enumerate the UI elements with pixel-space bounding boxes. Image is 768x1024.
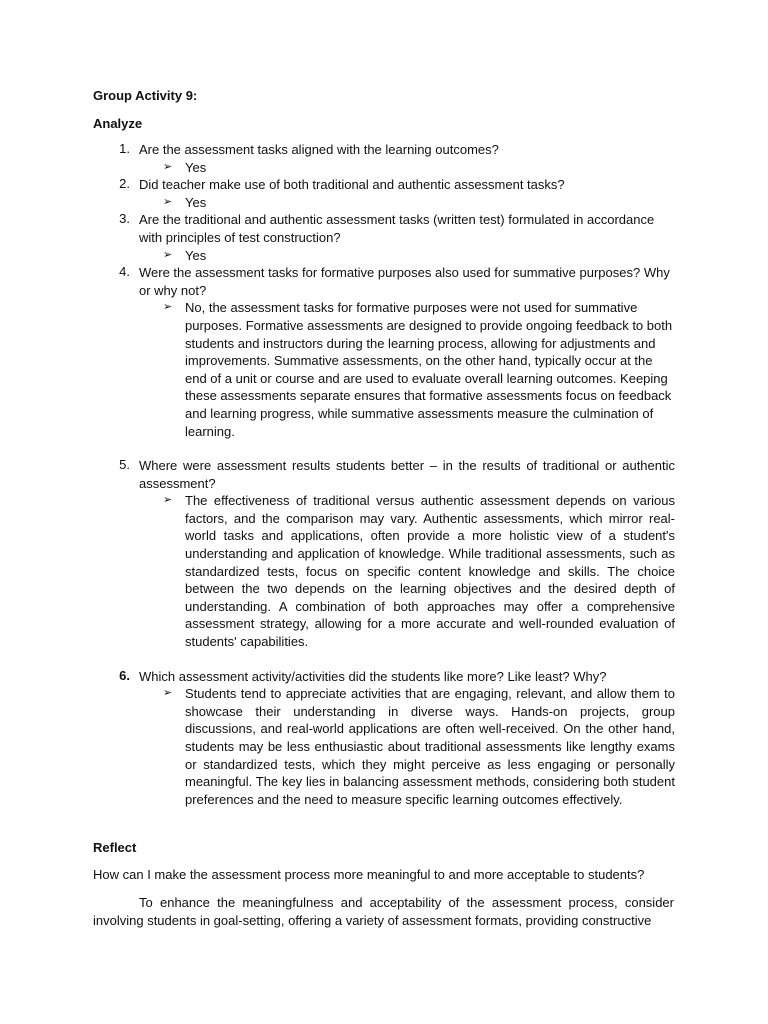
question-list <box>0 141 768 808</box>
arrow-bullet-icon: ➢ <box>163 195 173 208</box>
arrow-bullet-icon: ➢ <box>163 301 173 314</box>
list-item <box>0 457 768 651</box>
answer-text: Yes <box>185 247 207 263</box>
answer-text: No, the assessment tasks for formative purposes were not used for summative purposes. Formative assessments are designed to provide ongoing feedback to both students and instructors during the learning process, allowing for adjustments and improvements. Summative assessments, on the other hand, typically occur at the end of a unit or course and are used to evaluate overall learning outcomes. Keeping these assessments separate ensures that formative assessments focus on feedback and learning progress, while summative assessments measure the culmination of learning. <box>185 300 673 439</box>
answer-text: Yes <box>185 194 207 210</box>
question-text: Which assessment activity/activities did the students like more? Like least? Why? <box>139 668 607 684</box>
question-text: Did teacher make use of both traditional and authentic assessment tasks? <box>139 177 565 193</box>
arrow-bullet-icon: ➢ <box>163 494 173 507</box>
list-item <box>0 264 768 440</box>
list-item <box>0 141 768 176</box>
analyze-heading: Analyze <box>93 116 143 131</box>
item-number: 2. <box>119 176 130 192</box>
question-text: Were the assessment tasks for formative purposes also used for summative purposes? Why or why not? <box>139 265 670 298</box>
arrow-bullet-icon: ➢ <box>163 160 173 173</box>
list-item <box>0 211 768 264</box>
answer-bullet <box>163 685 675 808</box>
answer-text: The effectiveness of traditional versus authentic assessment depends on various factors, and the comparison may vary. Authentic assessments, which mirror real-world tasks and applications, often provide a more holistic view of a student's understanding and application of knowledge. While traditional assessments, such as standardized tests, focus on specific content knowledge and skills. The choice between the two depends on the learning objectives and the desired depth of understanding. A combination of both approaches may offer a comprehensive assessment strategy, allowing for a more accurate and well-rounded evaluation of students' capabilities. <box>185 493 675 650</box>
answer-bullet <box>163 299 675 440</box>
answer-text: Yes <box>185 159 207 175</box>
item-number: 4. <box>119 264 130 280</box>
question-text: Are the assessment tasks aligned with the learning outcomes? <box>139 142 499 157</box>
list-item <box>0 176 768 211</box>
answer-bullet <box>163 247 675 265</box>
question-text: Are the traditional and authentic assessment tasks (written test) formulated in accordance with principles of test construction? <box>139 212 655 245</box>
arrow-bullet-icon: ➢ <box>163 248 173 261</box>
document-title: Group Activity 9: <box>93 88 198 103</box>
reflect-heading: Reflect <box>93 840 137 855</box>
question-text: Where were assessment results students better – in the results of traditional or authentic assessment? <box>139 458 675 491</box>
item-number: 6. <box>119 667 130 683</box>
item-number: 1. <box>119 141 130 156</box>
answer-text: Students tend to appreciate activities that are engaging, relevant, and allow them to showcase their understanding in diverse ways. Hands-on projects, group discussions, and real-world applications are often well-received. On the other hand, students may be less enthusiastic about traditional assessments like lengthy exams or standardized tests, which they might perceive as less engaging or personally meaningful. The key lies in balancing assessment methods, considering both student preferences and the need to measure specific learning outcomes effectively. <box>185 686 675 807</box>
arrow-bullet-icon: ➢ <box>163 687 173 700</box>
item-number: 3. <box>119 211 130 227</box>
list-item <box>0 668 768 809</box>
reflect-question: How can I make the assessment process more meaningful to and more acceptable to students? <box>93 867 645 882</box>
answer-bullet <box>163 492 675 650</box>
item-number: 5. <box>119 457 130 473</box>
reflect-answer: To enhance the meaningfulness and acceptability of the assessment process, consider involving students in goal-setting, offering a variety of assessment formats, providing constructive <box>93 895 674 928</box>
answer-bullet <box>163 194 675 212</box>
answer-bullet <box>163 159 675 177</box>
